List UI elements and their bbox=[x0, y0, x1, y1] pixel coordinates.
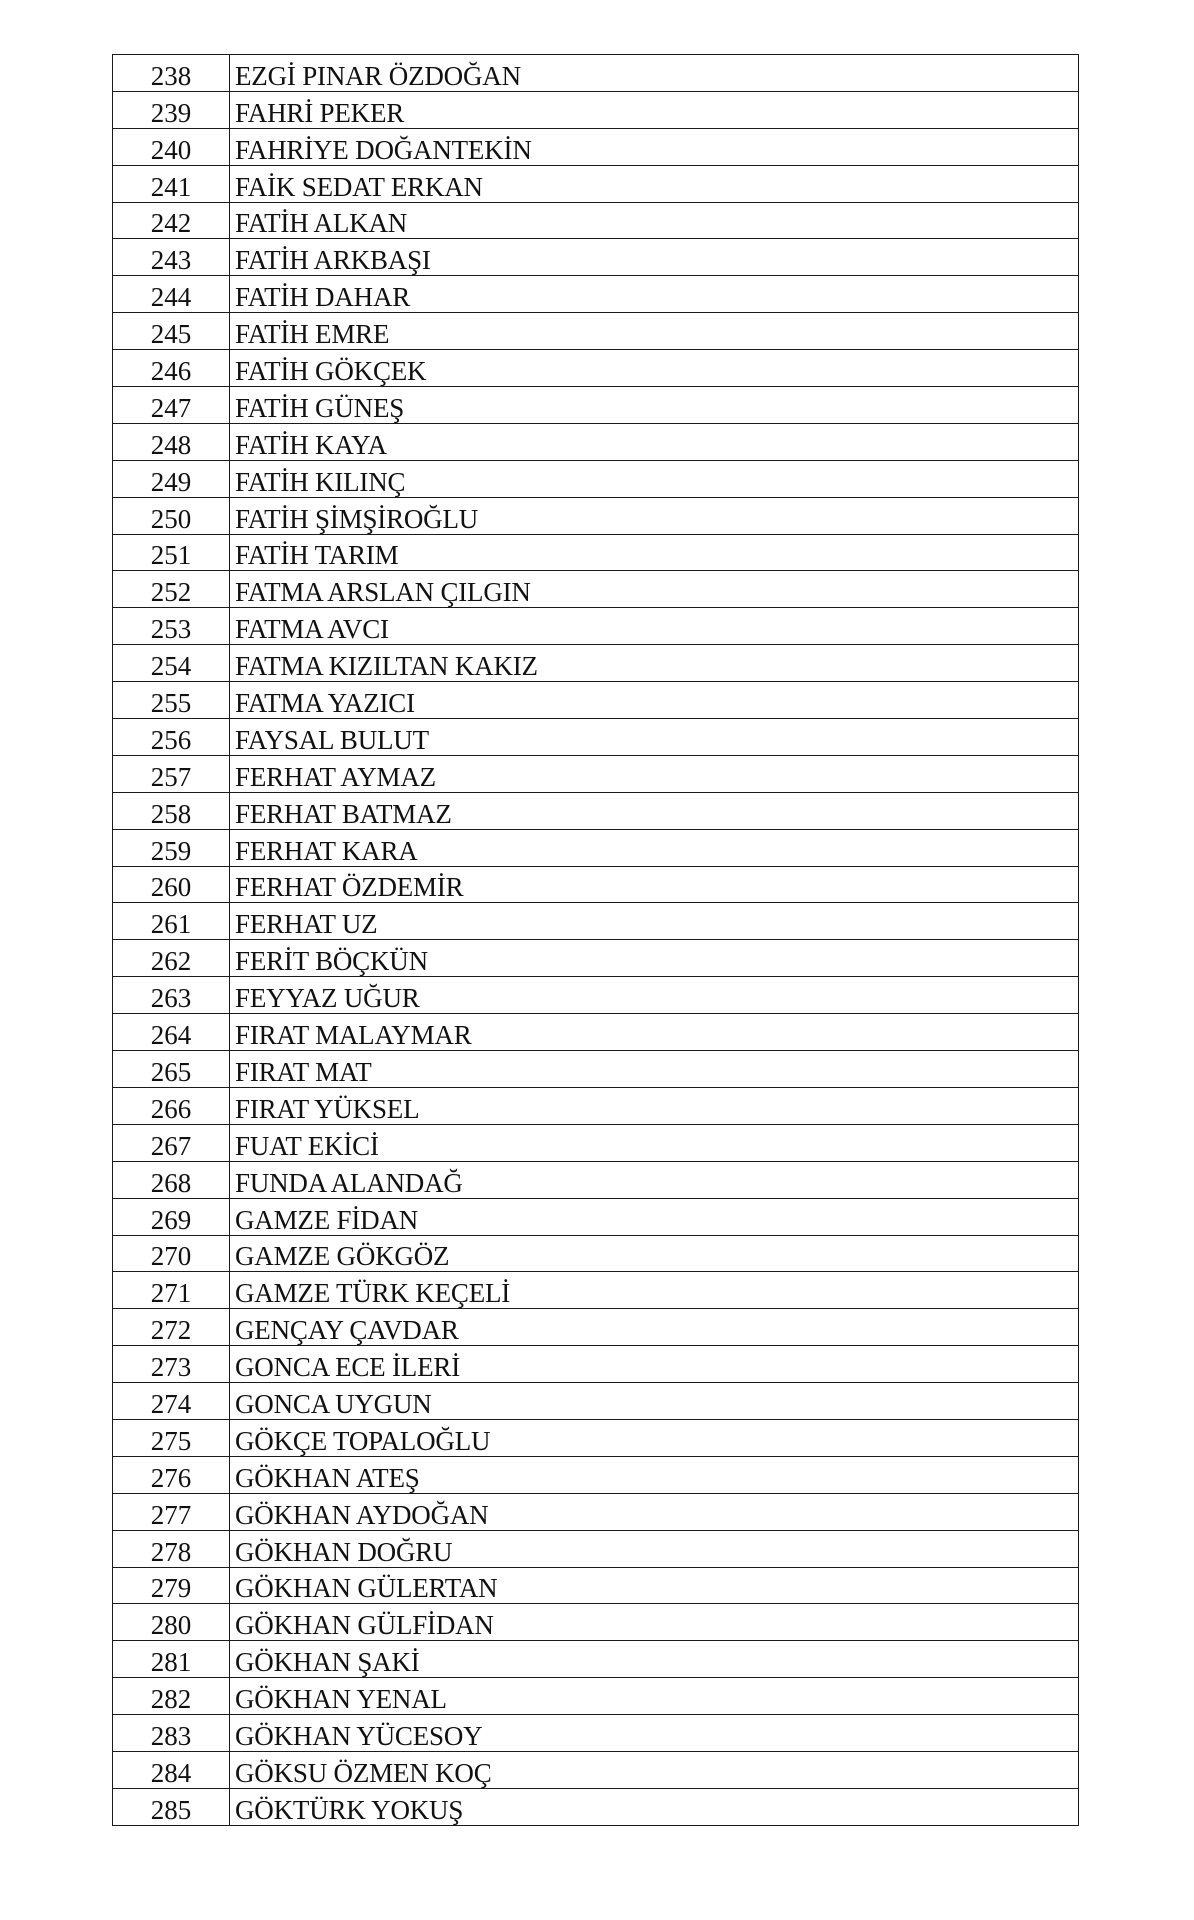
row-number-cell: 252 bbox=[113, 571, 230, 608]
table-row bbox=[113, 1678, 1079, 1715]
row-number-cell: 241 bbox=[113, 165, 230, 202]
person-name-cell: GENÇAY ÇAVDAR bbox=[230, 1309, 1079, 1346]
row-number-cell: 251 bbox=[113, 534, 230, 571]
person-name-cell: FERHAT KARA bbox=[230, 829, 1079, 866]
row-number-cell: 273 bbox=[113, 1346, 230, 1383]
table-row bbox=[113, 91, 1079, 128]
person-name-cell: GAMZE TÜRK KEÇELİ bbox=[230, 1272, 1079, 1309]
table-row bbox=[113, 940, 1079, 977]
row-number-cell: 274 bbox=[113, 1383, 230, 1420]
person-name-cell: GÖKÇE TOPALOĞLU bbox=[230, 1419, 1079, 1456]
person-name-cell: FATİH ARKBAŞI bbox=[230, 239, 1079, 276]
row-number-cell: 261 bbox=[113, 903, 230, 940]
row-number-cell: 279 bbox=[113, 1567, 230, 1604]
table-row bbox=[113, 460, 1079, 497]
row-number-cell: 244 bbox=[113, 276, 230, 313]
table-row bbox=[113, 1419, 1079, 1456]
row-number-cell: 256 bbox=[113, 719, 230, 756]
person-name-cell: GÖKSU ÖZMEN KOÇ bbox=[230, 1751, 1079, 1788]
person-name-cell: GAMZE GÖKGÖZ bbox=[230, 1235, 1079, 1272]
row-number-cell: 269 bbox=[113, 1198, 230, 1235]
table-row bbox=[113, 645, 1079, 682]
table-row bbox=[113, 1087, 1079, 1124]
row-number-cell: 254 bbox=[113, 645, 230, 682]
row-number-cell: 250 bbox=[113, 497, 230, 534]
row-number-cell: 248 bbox=[113, 423, 230, 460]
table-row bbox=[113, 755, 1079, 792]
table-row bbox=[113, 423, 1079, 460]
table-row bbox=[113, 903, 1079, 940]
person-name-cell: FERHAT UZ bbox=[230, 903, 1079, 940]
person-name-cell: FATMA ARSLAN ÇILGIN bbox=[230, 571, 1079, 608]
row-number-cell: 249 bbox=[113, 460, 230, 497]
person-name-cell: FATİH KAYA bbox=[230, 423, 1079, 460]
table-row bbox=[113, 1198, 1079, 1235]
table-row bbox=[113, 202, 1079, 239]
row-number-cell: 281 bbox=[113, 1641, 230, 1678]
person-name-cell: GONCA UYGUN bbox=[230, 1383, 1079, 1420]
person-name-cell: GÖKHAN ŞAKİ bbox=[230, 1641, 1079, 1678]
row-number-cell: 283 bbox=[113, 1715, 230, 1752]
person-name-cell: FIRAT MALAYMAR bbox=[230, 1014, 1079, 1051]
person-name-cell: GÖKHAN YÜCESOY bbox=[230, 1715, 1079, 1752]
person-name-cell: FAİK SEDAT ERKAN bbox=[230, 165, 1079, 202]
name-list-body bbox=[113, 55, 1079, 1826]
row-number-cell: 258 bbox=[113, 792, 230, 829]
person-name-cell: FEYYAZ UĞUR bbox=[230, 977, 1079, 1014]
row-number-cell: 238 bbox=[113, 55, 230, 92]
person-name-cell: GÖKHAN AYDOĞAN bbox=[230, 1493, 1079, 1530]
row-number-cell: 272 bbox=[113, 1309, 230, 1346]
table-row bbox=[113, 313, 1079, 350]
person-name-cell: FATİH TARIM bbox=[230, 534, 1079, 571]
row-number-cell: 264 bbox=[113, 1014, 230, 1051]
row-number-cell: 270 bbox=[113, 1235, 230, 1272]
person-name-cell: FERHAT ÖZDEMİR bbox=[230, 866, 1079, 903]
person-name-cell: FIRAT YÜKSEL bbox=[230, 1087, 1079, 1124]
row-number-cell: 239 bbox=[113, 91, 230, 128]
table-row bbox=[113, 534, 1079, 571]
table-row bbox=[113, 387, 1079, 424]
table-row bbox=[113, 866, 1079, 903]
person-name-cell: FATİH KILINÇ bbox=[230, 460, 1079, 497]
table-row bbox=[113, 1383, 1079, 1420]
person-name-cell: GÖKHAN GÜLFİDAN bbox=[230, 1604, 1079, 1641]
row-number-cell: 280 bbox=[113, 1604, 230, 1641]
person-name-cell: FERİT BÖÇKÜN bbox=[230, 940, 1079, 977]
row-number-cell: 262 bbox=[113, 940, 230, 977]
person-name-cell: GÖKTÜRK YOKUŞ bbox=[230, 1788, 1079, 1825]
table-row bbox=[113, 1493, 1079, 1530]
person-name-cell: GAMZE FİDAN bbox=[230, 1198, 1079, 1235]
person-name-cell: GÖKHAN GÜLERTAN bbox=[230, 1567, 1079, 1604]
table-row bbox=[113, 165, 1079, 202]
table-row bbox=[113, 977, 1079, 1014]
person-name-cell: FERHAT AYMAZ bbox=[230, 755, 1079, 792]
table-row bbox=[113, 497, 1079, 534]
table-row bbox=[113, 1530, 1079, 1567]
table-row bbox=[113, 1346, 1079, 1383]
row-number-cell: 242 bbox=[113, 202, 230, 239]
row-number-cell: 260 bbox=[113, 866, 230, 903]
row-number-cell: 267 bbox=[113, 1124, 230, 1161]
row-number-cell: 246 bbox=[113, 350, 230, 387]
table-row bbox=[113, 1272, 1079, 1309]
person-name-cell: GONCA ECE İLERİ bbox=[230, 1346, 1079, 1383]
row-number-cell: 282 bbox=[113, 1678, 230, 1715]
table-row bbox=[113, 608, 1079, 645]
row-number-cell: 268 bbox=[113, 1161, 230, 1198]
row-number-cell: 243 bbox=[113, 239, 230, 276]
person-name-cell: FATMA YAZICI bbox=[230, 682, 1079, 719]
table-row bbox=[113, 1604, 1079, 1641]
row-number-cell: 275 bbox=[113, 1419, 230, 1456]
row-number-cell: 253 bbox=[113, 608, 230, 645]
name-list-table bbox=[112, 54, 1079, 1826]
person-name-cell: FUAT EKİCİ bbox=[230, 1124, 1079, 1161]
person-name-cell: GÖKHAN YENAL bbox=[230, 1678, 1079, 1715]
table-row bbox=[113, 1161, 1079, 1198]
table-row bbox=[113, 1051, 1079, 1088]
table-row bbox=[113, 1641, 1079, 1678]
table-row bbox=[113, 1715, 1079, 1752]
table-row bbox=[113, 1235, 1079, 1272]
table-row bbox=[113, 1309, 1079, 1346]
person-name-cell: FERHAT BATMAZ bbox=[230, 792, 1079, 829]
row-number-cell: 284 bbox=[113, 1751, 230, 1788]
person-name-cell: FATİH GÜNEŞ bbox=[230, 387, 1079, 424]
table-row bbox=[113, 829, 1079, 866]
person-name-cell: FATİH EMRE bbox=[230, 313, 1079, 350]
table-row bbox=[113, 571, 1079, 608]
table-row bbox=[113, 276, 1079, 313]
table-row bbox=[113, 1567, 1079, 1604]
person-name-cell: FUNDA ALANDAĞ bbox=[230, 1161, 1079, 1198]
table-row bbox=[113, 1124, 1079, 1161]
person-name-cell: FIRAT MAT bbox=[230, 1051, 1079, 1088]
row-number-cell: 285 bbox=[113, 1788, 230, 1825]
person-name-cell: FAYSAL BULUT bbox=[230, 719, 1079, 756]
row-number-cell: 247 bbox=[113, 387, 230, 424]
person-name-cell: EZGİ PINAR ÖZDOĞAN bbox=[230, 55, 1079, 92]
table-row bbox=[113, 239, 1079, 276]
row-number-cell: 276 bbox=[113, 1456, 230, 1493]
table-row bbox=[113, 682, 1079, 719]
table-row bbox=[113, 128, 1079, 165]
row-number-cell: 259 bbox=[113, 829, 230, 866]
table-row bbox=[113, 55, 1079, 92]
row-number-cell: 265 bbox=[113, 1051, 230, 1088]
person-name-cell: FATMA KIZILTAN KAKIZ bbox=[230, 645, 1079, 682]
row-number-cell: 271 bbox=[113, 1272, 230, 1309]
person-name-cell: FAHRİ PEKER bbox=[230, 91, 1079, 128]
table-row bbox=[113, 719, 1079, 756]
person-name-cell: FAHRİYE DOĞANTEKİN bbox=[230, 128, 1079, 165]
row-number-cell: 266 bbox=[113, 1087, 230, 1124]
table-row bbox=[113, 1456, 1079, 1493]
table-row bbox=[113, 1751, 1079, 1788]
person-name-cell: FATMA AVCI bbox=[230, 608, 1079, 645]
row-number-cell: 240 bbox=[113, 128, 230, 165]
person-name-cell: FATİH DAHAR bbox=[230, 276, 1079, 313]
table-row bbox=[113, 1014, 1079, 1051]
table-row bbox=[113, 792, 1079, 829]
row-number-cell: 257 bbox=[113, 755, 230, 792]
person-name-cell: GÖKHAN ATEŞ bbox=[230, 1456, 1079, 1493]
person-name-cell: FATİH GÖKÇEK bbox=[230, 350, 1079, 387]
row-number-cell: 245 bbox=[113, 313, 230, 350]
row-number-cell: 263 bbox=[113, 977, 230, 1014]
row-number-cell: 255 bbox=[113, 682, 230, 719]
table-row bbox=[113, 350, 1079, 387]
person-name-cell: FATİH ALKAN bbox=[230, 202, 1079, 239]
table-row bbox=[113, 1788, 1079, 1825]
person-name-cell: FATİH ŞİMŞİROĞLU bbox=[230, 497, 1079, 534]
person-name-cell: GÖKHAN DOĞRU bbox=[230, 1530, 1079, 1567]
row-number-cell: 277 bbox=[113, 1493, 230, 1530]
row-number-cell: 278 bbox=[113, 1530, 230, 1567]
